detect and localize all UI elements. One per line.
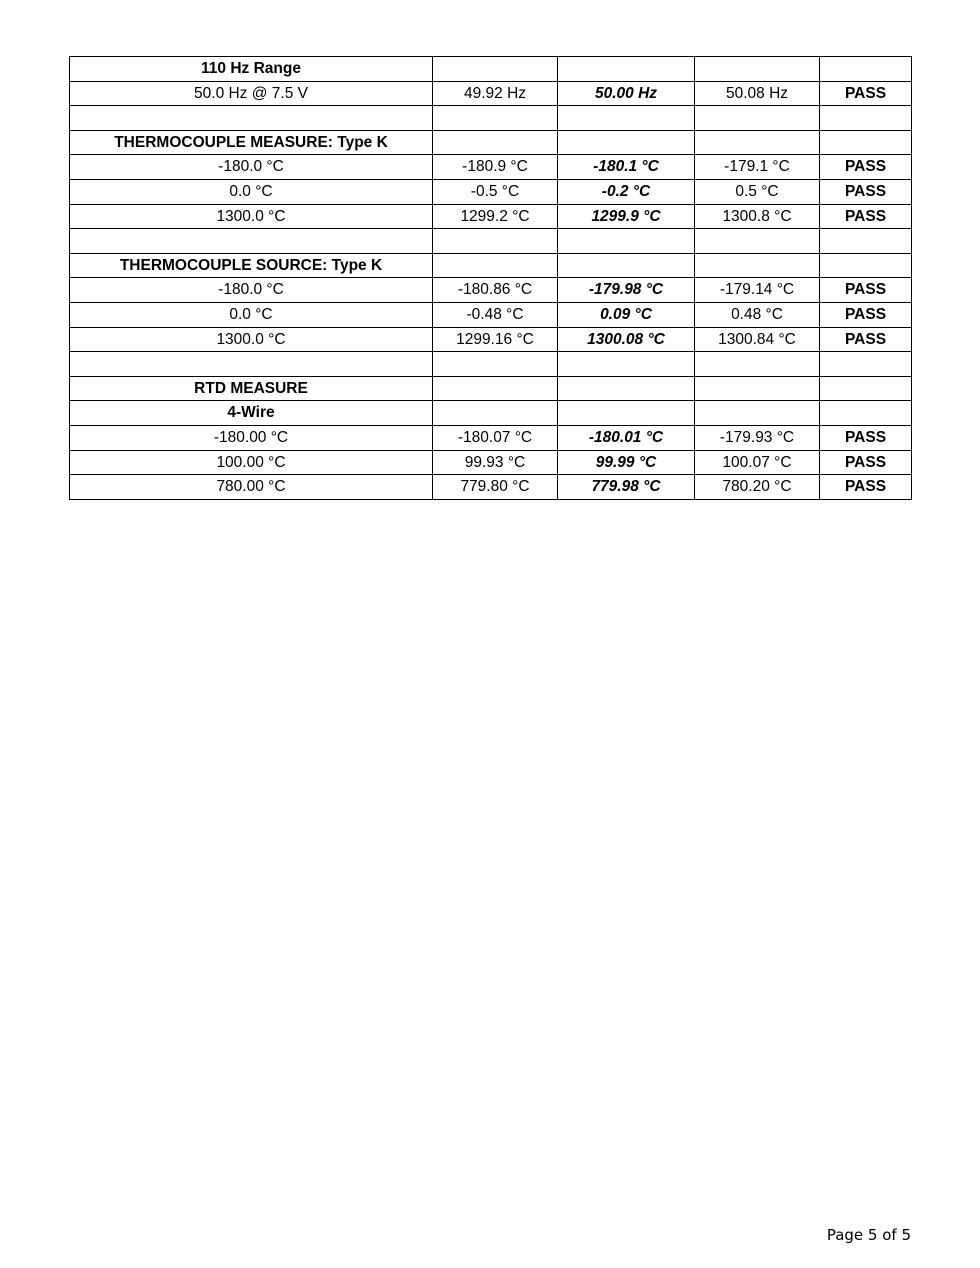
empty-cell: [70, 352, 433, 377]
low-limit-cell: -180.86 °C: [433, 278, 558, 303]
empty-cell: [820, 401, 912, 426]
empty-cell: [820, 352, 912, 377]
empty-cell: [433, 57, 558, 82]
empty-cell: [820, 57, 912, 82]
table-row: [70, 425, 912, 450]
table-row: [70, 450, 912, 475]
spacer-row: [70, 229, 912, 254]
table-row: [70, 475, 912, 500]
empty-cell: [695, 229, 820, 254]
measured-value-cell: -0.2 °C: [558, 179, 695, 204]
setting-cell: -180.0 °C: [70, 278, 433, 303]
high-limit-cell: 1300.84 °C: [695, 327, 820, 352]
section-header-row: [70, 253, 912, 278]
setting-cell: 50.0 Hz @ 7.5 V: [70, 81, 433, 106]
section-header-label: THERMOCOUPLE SOURCE: Type K: [70, 253, 433, 278]
table-row: [70, 81, 912, 106]
empty-cell: [695, 376, 820, 401]
empty-cell: [558, 376, 695, 401]
empty-cell: [558, 57, 695, 82]
empty-cell: [695, 57, 820, 82]
table-row: [70, 179, 912, 204]
section-header-row: [70, 376, 912, 401]
setting-cell: 780.00 °C: [70, 475, 433, 500]
result-cell: PASS: [820, 204, 912, 229]
high-limit-cell: 50.08 Hz: [695, 81, 820, 106]
result-cell: PASS: [820, 278, 912, 303]
section-header-label: 4-Wire: [70, 401, 433, 426]
setting-cell: 1300.0 °C: [70, 204, 433, 229]
low-limit-cell: 1299.16 °C: [433, 327, 558, 352]
measured-value-cell: -179.98 °C: [558, 278, 695, 303]
empty-cell: [433, 106, 558, 131]
measured-value-cell: -180.01 °C: [558, 425, 695, 450]
measured-value-cell: 1300.08 °C: [558, 327, 695, 352]
low-limit-cell: -180.9 °C: [433, 155, 558, 180]
empty-cell: [433, 229, 558, 254]
section-header-row: [70, 130, 912, 155]
measured-value-cell: 0.09 °C: [558, 302, 695, 327]
section-header-label: RTD MEASURE: [70, 376, 433, 401]
section-header-label: THERMOCOUPLE MEASURE: Type K: [70, 130, 433, 155]
empty-cell: [820, 253, 912, 278]
measured-value-cell: 1299.9 °C: [558, 204, 695, 229]
high-limit-cell: 780.20 °C: [695, 475, 820, 500]
section-header-label: 110 Hz Range: [70, 57, 433, 82]
spacer-row: [70, 106, 912, 131]
empty-cell: [70, 229, 433, 254]
empty-cell: [558, 106, 695, 131]
empty-cell: [558, 401, 695, 426]
result-cell: PASS: [820, 81, 912, 106]
measured-value-cell: -180.1 °C: [558, 155, 695, 180]
measured-value-cell: 50.00 Hz: [558, 81, 695, 106]
empty-cell: [433, 130, 558, 155]
empty-cell: [558, 229, 695, 254]
measured-value-cell: 779.98 °C: [558, 475, 695, 500]
low-limit-cell: 1299.2 °C: [433, 204, 558, 229]
result-cell: PASS: [820, 425, 912, 450]
table-row: [70, 302, 912, 327]
section-header-row: [70, 401, 912, 426]
high-limit-cell: 0.48 °C: [695, 302, 820, 327]
empty-cell: [695, 253, 820, 278]
low-limit-cell: -180.07 °C: [433, 425, 558, 450]
high-limit-cell: 0.5 °C: [695, 179, 820, 204]
empty-cell: [433, 376, 558, 401]
result-cell: PASS: [820, 155, 912, 180]
setting-cell: 0.0 °C: [70, 302, 433, 327]
result-cell: PASS: [820, 475, 912, 500]
low-limit-cell: -0.5 °C: [433, 179, 558, 204]
high-limit-cell: 100.07 °C: [695, 450, 820, 475]
low-limit-cell: 49.92 Hz: [433, 81, 558, 106]
empty-cell: [820, 376, 912, 401]
measured-value-cell: 99.99 °C: [558, 450, 695, 475]
high-limit-cell: 1300.8 °C: [695, 204, 820, 229]
table-row: [70, 327, 912, 352]
empty-cell: [695, 401, 820, 426]
high-limit-cell: -179.14 °C: [695, 278, 820, 303]
low-limit-cell: 779.80 °C: [433, 475, 558, 500]
empty-cell: [433, 352, 558, 377]
empty-cell: [70, 106, 433, 131]
table-body: [70, 57, 912, 500]
setting-cell: 0.0 °C: [70, 179, 433, 204]
result-cell: PASS: [820, 450, 912, 475]
table-row: [70, 155, 912, 180]
empty-cell: [433, 253, 558, 278]
setting-cell: 100.00 °C: [70, 450, 433, 475]
empty-cell: [820, 106, 912, 131]
setting-cell: 1300.0 °C: [70, 327, 433, 352]
result-cell: PASS: [820, 327, 912, 352]
result-cell: PASS: [820, 179, 912, 204]
spacer-row: [70, 352, 912, 377]
result-cell: PASS: [820, 302, 912, 327]
table-row: [70, 204, 912, 229]
empty-cell: [558, 352, 695, 377]
empty-cell: [695, 106, 820, 131]
high-limit-cell: -179.1 °C: [695, 155, 820, 180]
low-limit-cell: -0.48 °C: [433, 302, 558, 327]
section-header-row: [70, 57, 912, 82]
empty-cell: [820, 130, 912, 155]
empty-cell: [433, 401, 558, 426]
empty-cell: [558, 130, 695, 155]
setting-cell: -180.0 °C: [70, 155, 433, 180]
empty-cell: [695, 130, 820, 155]
high-limit-cell: -179.93 °C: [695, 425, 820, 450]
setting-cell: -180.00 °C: [70, 425, 433, 450]
empty-cell: [695, 352, 820, 377]
low-limit-cell: 99.93 °C: [433, 450, 558, 475]
empty-cell: [558, 253, 695, 278]
page-number: Page 5 of 5: [826, 1226, 911, 1244]
empty-cell: [820, 229, 912, 254]
table-row: [70, 278, 912, 303]
calibration-results-table: [69, 56, 912, 500]
